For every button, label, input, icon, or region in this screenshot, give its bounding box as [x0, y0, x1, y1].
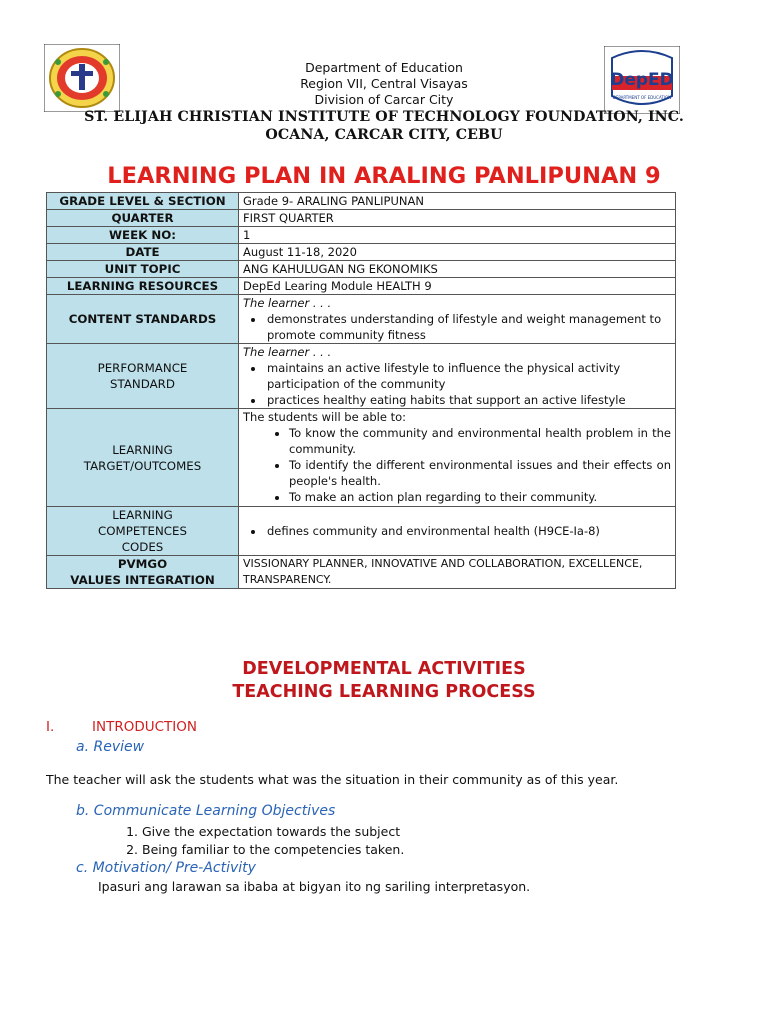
resources-label: LEARNING RESOURCES: [47, 278, 239, 295]
unit-topic-value: ANG KAHULUGAN NG EKONOMIKS: [239, 261, 676, 278]
competences-label-line: COMPETENCES: [98, 524, 187, 538]
performance-label-line: STANDARD: [110, 377, 175, 391]
introduction-number: I.: [46, 719, 55, 735]
list-item: 2. Being familiar to the competencies taken.: [142, 841, 404, 859]
list-item: 1. Give the expectation towards the subject: [142, 823, 404, 841]
content-standards-label: CONTENT STANDARDS: [47, 295, 239, 344]
unit-topic-label: UNIT TOPIC: [47, 261, 239, 278]
table-row: [47, 295, 676, 344]
grade-label: GRADE LEVEL & SECTION: [47, 193, 239, 210]
section-title: DEVELOPMENTAL ACTIVITIES: [242, 659, 526, 679]
introduction-heading: [46, 719, 197, 735]
target-label-line: LEARNING: [112, 442, 173, 457]
list-item: • To make an action plan regarding to their community.: [289, 489, 671, 505]
quarter-label: QUARTER: [47, 210, 239, 227]
list-item: • maintains an active lifestyle to influence the physical activity participation of the community: [265, 360, 671, 392]
competences-value: [239, 507, 676, 556]
review-heading: a. Review: [76, 739, 145, 755]
performance-label-line: PERFORMANCE: [97, 361, 188, 375]
week-value: 1: [239, 227, 676, 244]
competences-label-line: LEARNING: [112, 508, 173, 522]
content-intro: The learner . . .: [243, 296, 332, 310]
table-row: [47, 227, 676, 244]
pvmgo-label-line: PVMGO: [117, 557, 168, 571]
content-standards-value: [239, 295, 676, 344]
target-intro: The students will be able to:: [243, 410, 407, 424]
list-item: • demonstrates understanding of lifestyle and weight management to promote community fitness: [265, 311, 671, 343]
list-item: • practices healthy eating habits that support an active lifestyle: [265, 392, 671, 408]
list-item: • To identify the different environmental issues and their effects on people's health.: [289, 457, 671, 489]
dept-line: Department of Education: [305, 60, 463, 75]
performance-standard-value: [239, 344, 676, 409]
table-row: [47, 278, 676, 295]
table-row: [47, 507, 676, 556]
plan-title: LEARNING PLAN IN ARALING PANLIPUNAN 9: [107, 163, 661, 189]
table-row: [47, 261, 676, 278]
table-row: [47, 244, 676, 261]
learning-target-value: [239, 409, 676, 507]
deped-logo-subtext: DEPARTMENT OF EDUCATION: [612, 95, 672, 100]
date-label: DATE: [47, 244, 239, 261]
review-text: The teacher will ask the students what was the situation in their community as of this year.: [46, 772, 619, 787]
pvmgo-label: [47, 556, 239, 589]
school-address: OCANA, CARCAR CITY, CEBU: [265, 127, 503, 143]
table-row: [47, 210, 676, 227]
motivation-text: Ipasuri ang larawan sa ibaba at bigyan ito ng sariling interpretasyon.: [98, 879, 531, 894]
pvmgo-value: VISSIONARY PLANNER, INNOVATIVE AND COLLABORATION, EXCELLENCE, TRANSPARENCY.: [239, 556, 676, 589]
introduction-label: INTRODUCTION: [92, 719, 197, 735]
region-line: Region VII, Central Visayas: [300, 76, 468, 91]
motivation-heading: c. Motivation/ Pre-Activity: [76, 860, 256, 876]
list-item: • defines community and environmental health (H9CE-Ia-8): [265, 523, 671, 539]
week-label: WEEK NO:: [47, 227, 239, 244]
competences-label: [47, 507, 239, 556]
pvmgo-label-line: VALUES INTEGRATION: [70, 573, 215, 587]
table-row: [47, 193, 676, 210]
learning-target-label: [47, 409, 239, 507]
table-row: [47, 556, 676, 589]
objectives-list: [118, 823, 404, 859]
learning-plan-table: [46, 192, 676, 589]
deped-logo-text: DepED: [610, 70, 674, 90]
table-row: [47, 409, 676, 507]
division-line: Division of Carcar City: [314, 92, 454, 107]
target-label-line: TARGET/OUTCOMES: [83, 458, 202, 473]
competences-label-line: CODES: [121, 540, 164, 554]
performance-standard-label: [47, 344, 239, 409]
list-item: • To know the community and environmental health problem in the community.: [289, 425, 671, 457]
performance-intro: The learner . . .: [243, 345, 332, 359]
resources-value: DepEd Learing Module HEALTH 9: [239, 278, 676, 295]
quarter-value: FIRST QUARTER: [239, 210, 676, 227]
section-subtitle: TEACHING LEARNING PROCESS: [232, 682, 536, 702]
objectives-heading: b. Communicate Learning Objectives: [76, 803, 336, 819]
date-value: August 11-18, 2020: [239, 244, 676, 261]
table-row: [47, 344, 676, 409]
grade-value: Grade 9- ARALING PANLIPUNAN: [239, 193, 676, 210]
school-name: ST. ELIJAH CHRISTIAN INSTITUTE OF TECHNOLOGY FOUNDATION, INC.: [84, 109, 684, 125]
